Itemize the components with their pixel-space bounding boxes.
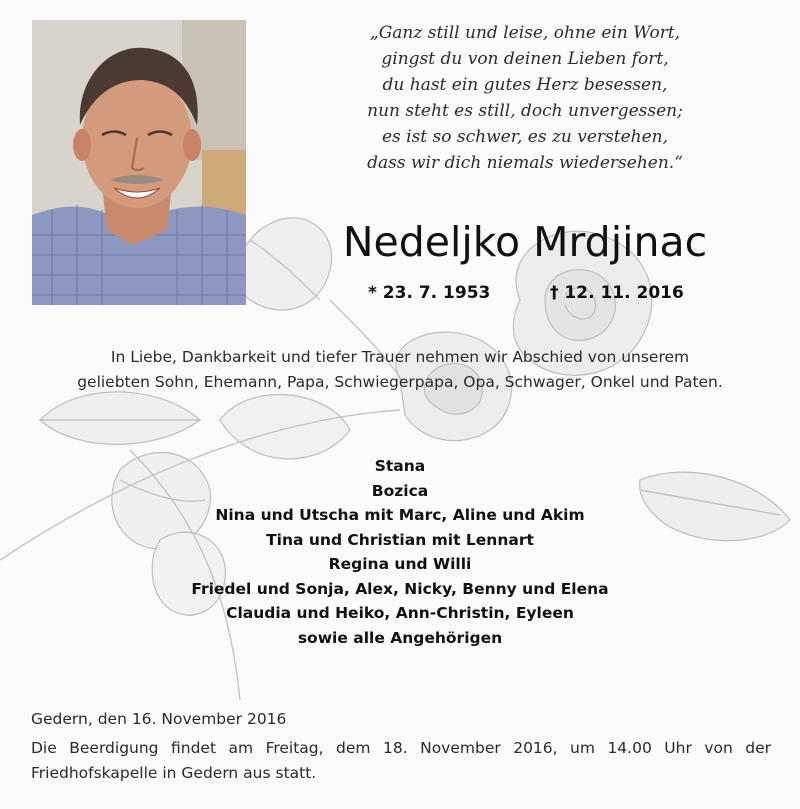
intro-text (20, 345, 780, 395)
portrait-photo (32, 20, 246, 305)
mourner-line: Tina und Christian mit Lennart (266, 530, 534, 549)
mourner-line: Nina und Utscha mit Marc, Aline und Akim (215, 506, 585, 524)
place-and-date: Gedern, den 16. November 2016 (31, 710, 287, 728)
poem-line: dass wir dich niemals wiedersehen.“ (367, 153, 683, 173)
mourner-line: sowie alle Angehörigen (297, 628, 503, 647)
poem-line: es ist so schwer, es zu verstehen, (381, 127, 669, 147)
mourners-list (150, 454, 650, 650)
mourner-line: Friedel und Sonja, Alex, Nicky, Benny und Elena (191, 579, 609, 598)
intro-line: In Liebe, Dankbarkeit und tiefer Trauer nehmen wir Abschied von unserem (110, 348, 690, 366)
death-date: † 12. 11. 2016 (550, 283, 684, 303)
portrait-image (32, 20, 246, 305)
intro-line: geliebten Sohn, Ehemann, Papa, Schwiegerpapa, Opa, Schwager, Onkel und Paten. (77, 373, 723, 391)
poem-line: du hast ein gutes Herz besessen, (382, 75, 668, 95)
deceased-name: Nedeljko Mrdjinac (342, 218, 708, 266)
mourner-line: Claudia und Heiko, Ann-Christin, Eyleen (226, 604, 574, 622)
footer (31, 707, 771, 786)
mourner-line: Regina und Willi (328, 555, 472, 573)
poem-line: „Ganz still und leise, ohne ein Wort, (369, 23, 681, 43)
poem-line: nun steht es still, doch unvergessen; (367, 101, 683, 121)
mourner-line: Bozica (371, 481, 429, 500)
poem (330, 20, 720, 176)
funeral-notice: Die Beerdigung findet am Freitag, dem 18. November 2016, um 14.00 Uhr von der Friedhofskapelle in Gedern aus statt. (31, 739, 771, 782)
birth-date: * 23. 7. 1953 (368, 283, 491, 303)
poem-line: gingst du von deinen Lieben fort, (381, 49, 669, 69)
mourner-line: Stana (374, 457, 426, 475)
life-dates (0, 280, 800, 306)
